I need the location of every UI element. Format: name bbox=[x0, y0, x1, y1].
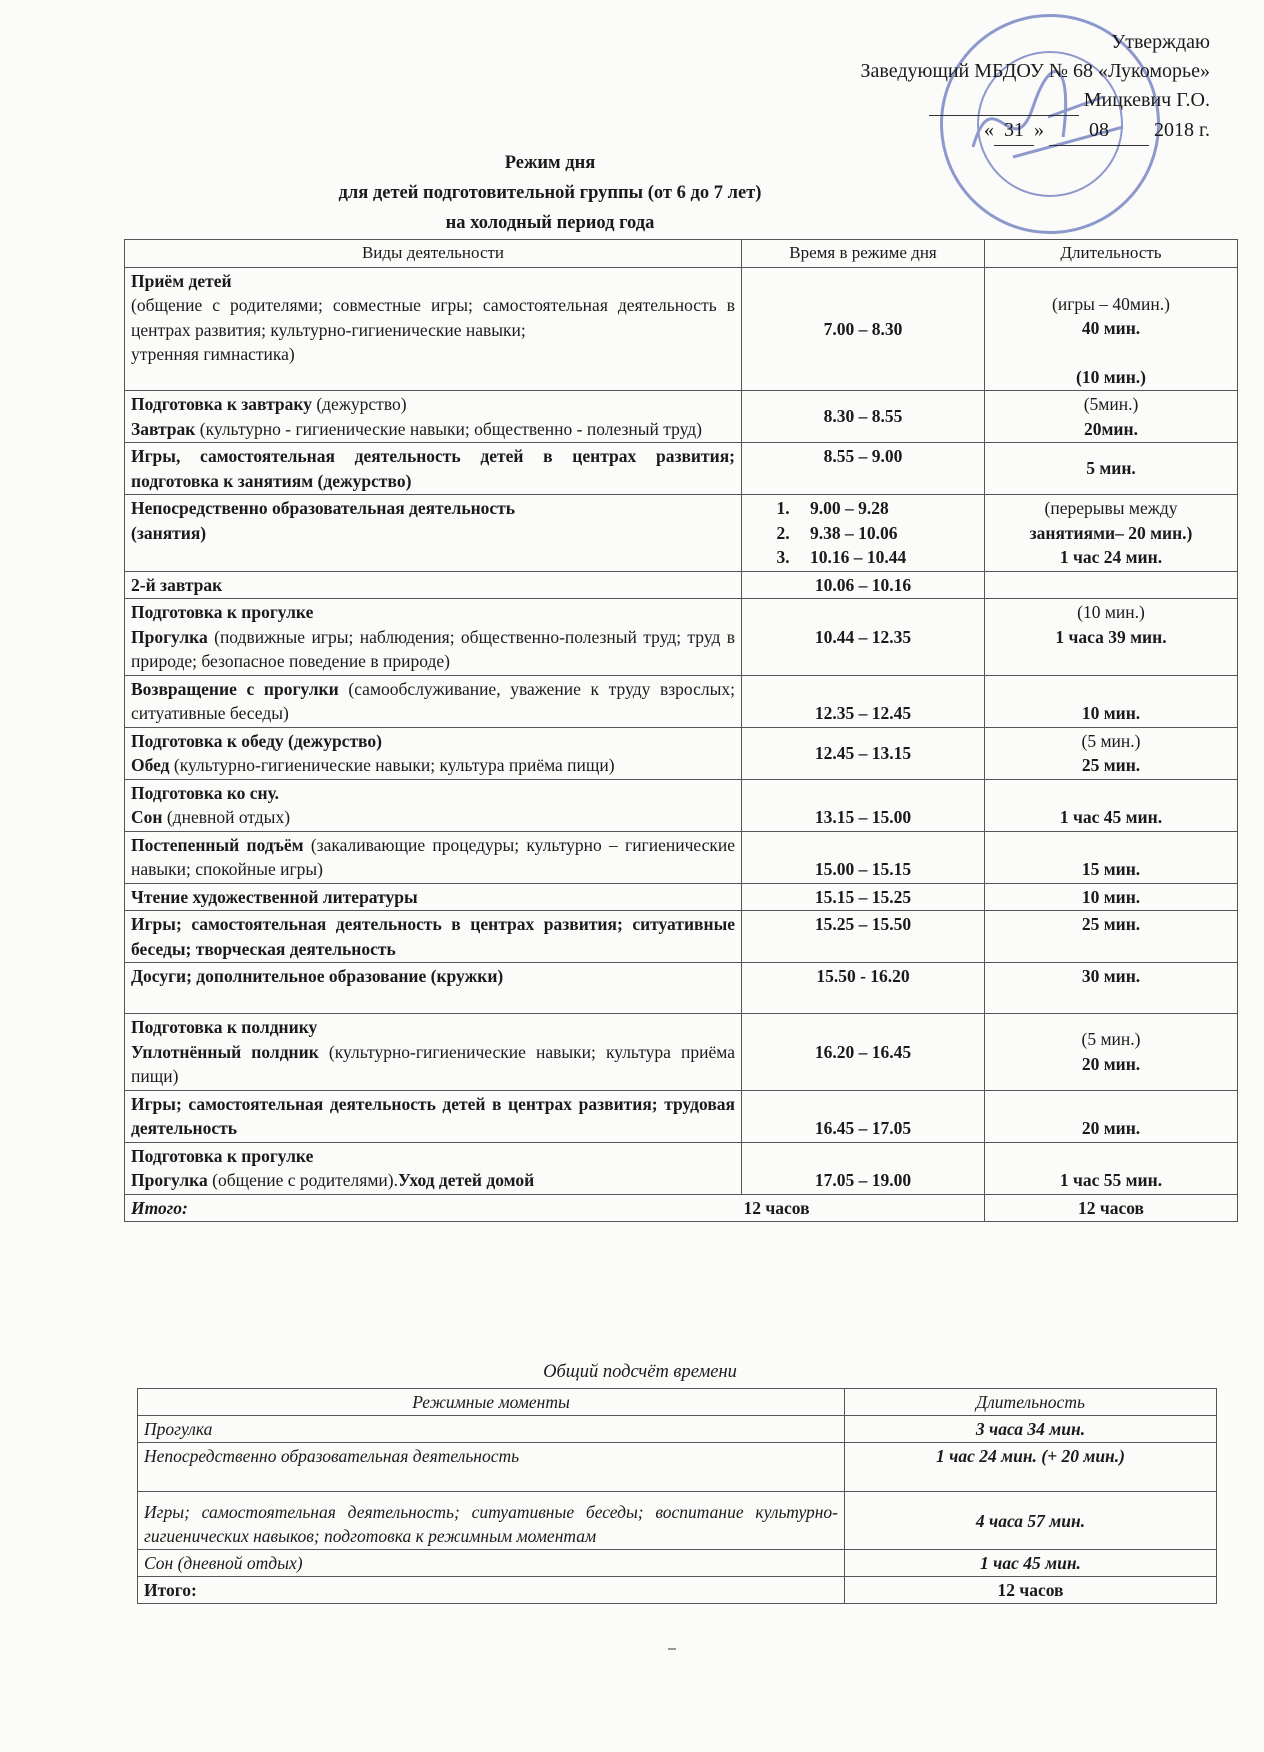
table-row bbox=[125, 391, 1238, 443]
activity-cell: 2-й завтрак bbox=[125, 571, 742, 599]
summary-row bbox=[138, 1492, 1217, 1550]
activity-title: Приём детей bbox=[131, 270, 232, 291]
activity-title: Непосредственно образовательная деятельность bbox=[131, 498, 516, 518]
duration-note: (5 мин.) bbox=[1081, 1029, 1141, 1050]
activity-title: Постепенный подъём bbox=[131, 834, 304, 855]
duration-value: 1 час 24 мин. bbox=[1059, 547, 1163, 567]
summary-header-moment: Режимные моменты bbox=[138, 1389, 845, 1416]
duration-note: (5 мин.) bbox=[1081, 730, 1141, 751]
summary-moment: Игры; самостоятельная деятельность; ситуативные беседы; воспитание культурно-гигиенических навыков; подготовка к режимным моментам bbox=[138, 1492, 845, 1550]
activity-text: (общение с родителями). bbox=[207, 1170, 398, 1190]
total-time: 12 часов bbox=[742, 1194, 985, 1222]
duration-value: 20мин. bbox=[1084, 418, 1138, 439]
approval-block bbox=[690, 28, 1210, 146]
time-cell: 15.25 – 15.50 bbox=[742, 911, 985, 963]
activity-cell bbox=[125, 675, 742, 727]
time-cell: 13.15 – 15.00 bbox=[742, 779, 985, 831]
header-time: Время в режиме дня bbox=[742, 240, 985, 268]
duration-cell bbox=[985, 1014, 1238, 1091]
activity-cell bbox=[125, 495, 742, 572]
activity-text: (подвижные игры; наблюдения; общественно-полезный труд; труд в природе; безопасное поведение в природе) bbox=[131, 626, 735, 671]
activity-title: Подготовка к полднику bbox=[131, 1017, 318, 1037]
activity-title-2: Завтрак bbox=[131, 418, 196, 439]
summary-header-duration: Длительность bbox=[845, 1389, 1217, 1416]
activity-text-2: утренняя гимнастика) bbox=[131, 344, 295, 364]
duration-cell: 10 мин. bbox=[985, 675, 1238, 727]
duration-cell: 10 мин. bbox=[985, 883, 1238, 911]
table-row bbox=[125, 571, 1238, 599]
time-cell: 8.30 – 8.55 bbox=[742, 391, 985, 443]
duration-note: (5мин.) bbox=[1083, 394, 1139, 414]
activity-text: (закаливающие процедуры; культурно – гигиенические навыки; спокойные игры) bbox=[131, 834, 736, 879]
activity-text: (культурно-гигиенические навыки; культура приёма пищи) bbox=[169, 755, 615, 775]
duration-cell bbox=[985, 571, 1238, 599]
duration-note-2: (10 мин.) bbox=[1076, 366, 1146, 387]
signature-blank bbox=[929, 86, 1079, 116]
summary-row bbox=[138, 1443, 1217, 1492]
activity-cell bbox=[125, 1142, 742, 1194]
activity-title: Подготовка к обеду (дежурство) bbox=[131, 730, 382, 751]
activity-text: (общение с родителями; совместные игры; самостоятельная деятельность в центрах развития; культурно-гигиенические навыки; bbox=[131, 295, 735, 340]
time-cell: 7.00 – 8.30 bbox=[742, 267, 985, 391]
activity-cell bbox=[125, 267, 742, 391]
lesson-period: 3. 10.16 – 10.44 bbox=[794, 545, 978, 570]
total-label-text: Итого: bbox=[131, 1197, 188, 1218]
scan-artifact-mark bbox=[668, 1648, 676, 1650]
activity-cell bbox=[125, 963, 742, 1014]
total-label bbox=[125, 1194, 742, 1222]
summary-title: Общий подсчёт времени bbox=[543, 1362, 737, 1382]
lesson-periods-list bbox=[748, 496, 978, 570]
duration-cell bbox=[985, 599, 1238, 676]
date-year: 2018 г. bbox=[1154, 119, 1210, 141]
approval-position: Заведующий МБДОУ № 68 «Лукоморье» bbox=[860, 60, 1210, 82]
date-month: 08 bbox=[1049, 116, 1149, 146]
summary-total-label: Итого: bbox=[138, 1577, 845, 1604]
time-cell: 12.45 – 13.15 bbox=[742, 727, 985, 779]
duration-note-2: занятиями– 20 мин.) bbox=[1029, 522, 1193, 543]
duration-value: 25 мин. bbox=[1081, 755, 1141, 775]
table-row bbox=[125, 1014, 1238, 1091]
activity-cell bbox=[125, 831, 742, 883]
duration-cell: 1 час 45 мин. bbox=[985, 779, 1238, 831]
time-cell: 15.50 - 16.20 bbox=[742, 963, 985, 1014]
duration-cell bbox=[985, 391, 1238, 443]
time-cell: 10.06 – 10.16 bbox=[742, 571, 985, 599]
summary-row bbox=[138, 1416, 1217, 1443]
table-row bbox=[125, 1090, 1238, 1142]
duration-value: 1 часа 39 мин. bbox=[1055, 626, 1167, 647]
activity-title-2: Сон bbox=[131, 807, 163, 827]
activity-text: (культурно-гигиенические навыки; культура приёма пищи) bbox=[131, 1041, 735, 1086]
duration-cell: 5 мин. bbox=[985, 443, 1238, 495]
title-line-2: для детей подготовительной группы (от 6 до 7 лет) bbox=[338, 183, 762, 203]
time-cell: 15.00 – 15.15 bbox=[742, 831, 985, 883]
activity-cell bbox=[125, 599, 742, 676]
summary-moment: Непосредственно образовательная деятельность bbox=[138, 1443, 845, 1492]
activity-title: Подготовка к прогулке bbox=[131, 602, 314, 622]
header-activity: Виды деятельности bbox=[125, 240, 742, 268]
table-header-row bbox=[125, 240, 1238, 268]
activity-cell: Чтение художественной литературы bbox=[125, 883, 742, 911]
lesson-period: 1. 9.00 – 9.28 bbox=[794, 496, 978, 521]
title-line-3: на холодный период года bbox=[445, 213, 655, 233]
title-line-1: Режим дня bbox=[504, 153, 596, 173]
time-cell: 16.45 – 17.05 bbox=[742, 1090, 985, 1142]
time-cell: 17.05 – 19.00 bbox=[742, 1142, 985, 1194]
total-duration: 12 часов bbox=[985, 1194, 1238, 1222]
date-day: 31 bbox=[994, 116, 1034, 146]
table-row bbox=[125, 495, 1238, 572]
summary-moment: Прогулка bbox=[138, 1416, 845, 1443]
approval-name-line bbox=[690, 86, 1210, 116]
duration-cell bbox=[985, 267, 1238, 391]
activity-cell: Игры; самостоятельная деятельность в центрах развития; ситуативные беседы; творческая деятельность bbox=[125, 911, 742, 963]
approval-name: Мицкевич Г.О. bbox=[1083, 89, 1210, 111]
time-cell: 16.20 – 16.45 bbox=[742, 1014, 985, 1091]
table-row bbox=[125, 1142, 1238, 1194]
activity-text-2: (культурно - гигиенические навыки; общественно - полезный труд) bbox=[195, 418, 702, 439]
duration-note: (перерывы между bbox=[1044, 498, 1178, 518]
summary-row bbox=[138, 1550, 1217, 1577]
activity-title: Подготовка к прогулке bbox=[131, 1145, 314, 1166]
activity-title-2: Обед bbox=[131, 755, 170, 775]
summary-header-row bbox=[138, 1389, 1217, 1416]
summary-total-duration: 12 часов bbox=[845, 1577, 1217, 1604]
table-row bbox=[125, 727, 1238, 779]
table-row bbox=[125, 267, 1238, 391]
duration-cell: 30 мин. bbox=[985, 963, 1238, 1014]
activity-cell bbox=[125, 391, 742, 443]
activity-title-2: Прогулка bbox=[131, 1170, 208, 1190]
duration-note: (игры – 40мин.) bbox=[1052, 293, 1170, 314]
duration-value: 40 мин. bbox=[1081, 318, 1141, 338]
table-row bbox=[125, 599, 1238, 676]
duration-value: 20 мин. bbox=[1081, 1053, 1141, 1074]
activity-title-2: Прогулка bbox=[131, 626, 208, 647]
activity-text: (дневной отдых) bbox=[162, 807, 291, 827]
activity-cell: Игры; самостоятельная деятельность детей в центрах развития; трудовая деятельность bbox=[125, 1090, 742, 1142]
activity-title-2: Уплотнённый полдник bbox=[131, 1041, 319, 1062]
table-row bbox=[125, 831, 1238, 883]
time-cell: 10.44 – 12.35 bbox=[742, 599, 985, 676]
activity-title-3: Уход детей домой bbox=[397, 1170, 535, 1190]
approval-approve: Утверждаю bbox=[1111, 31, 1210, 53]
summary-duration: 4 часа 57 мин. bbox=[845, 1492, 1217, 1550]
summary-duration: 1 час 45 мин. bbox=[845, 1550, 1217, 1577]
activity-text: (самообслуживание, уважение к труду взрослых; ситуативные беседы) bbox=[131, 678, 735, 723]
duration-cell: 15 мин. bbox=[985, 831, 1238, 883]
table-row bbox=[125, 911, 1238, 963]
date-quote-close: » bbox=[1034, 119, 1045, 141]
table-row bbox=[125, 883, 1238, 911]
duration-cell bbox=[985, 727, 1238, 779]
schedule-table bbox=[124, 239, 1238, 1222]
activity-cell: Игры, самостоятельная деятельность детей в центрах развития; подготовка к занятиям (дежурство) bbox=[125, 443, 742, 495]
header-duration: Длительность bbox=[985, 240, 1238, 268]
activity-title: Возвращение с прогулки bbox=[131, 678, 339, 699]
activity-cell bbox=[125, 779, 742, 831]
time-cell bbox=[742, 495, 985, 572]
activity-title: Подготовка ко сну. bbox=[131, 782, 280, 803]
duration-cell: 20 мин. bbox=[985, 1090, 1238, 1142]
approval-date bbox=[690, 116, 1210, 146]
summary-duration: 1 час 24 мин. (+ 20 мин.) bbox=[845, 1443, 1217, 1492]
summary-table bbox=[137, 1388, 1217, 1604]
table-row bbox=[125, 443, 1238, 495]
duration-cell: 1 час 55 мин. bbox=[985, 1142, 1238, 1194]
time-cell: 12.35 – 12.45 bbox=[742, 675, 985, 727]
time-cell: 8.55 – 9.00 bbox=[742, 443, 985, 495]
table-row bbox=[125, 779, 1238, 831]
activity-text: (дежурство) bbox=[311, 394, 407, 414]
duration-cell bbox=[985, 495, 1238, 572]
time-cell: 15.15 – 15.25 bbox=[742, 883, 985, 911]
date-quote-open: « bbox=[984, 119, 995, 141]
activity-title: Подготовка к завтраку bbox=[131, 394, 312, 414]
duration-cell: 25 мин. bbox=[985, 911, 1238, 963]
summary-total-row bbox=[138, 1577, 1217, 1604]
summary-moment: Сон (дневной отдых) bbox=[138, 1550, 845, 1577]
summary-duration: 3 часа 34 мин. bbox=[845, 1416, 1217, 1443]
activity-title: Досуги; дополнительное образование (кружки) bbox=[131, 966, 504, 986]
activity-cell bbox=[125, 727, 742, 779]
duration-note: (10 мин.) bbox=[1077, 602, 1145, 622]
activity-cell bbox=[125, 1014, 742, 1091]
activity-title-2: (занятия) bbox=[131, 522, 207, 543]
table-total-row bbox=[125, 1194, 1238, 1222]
table-row bbox=[125, 675, 1238, 727]
document-title bbox=[300, 148, 800, 238]
lesson-period: 2. 9.38 – 10.06 bbox=[794, 521, 978, 546]
table-row bbox=[125, 963, 1238, 1014]
